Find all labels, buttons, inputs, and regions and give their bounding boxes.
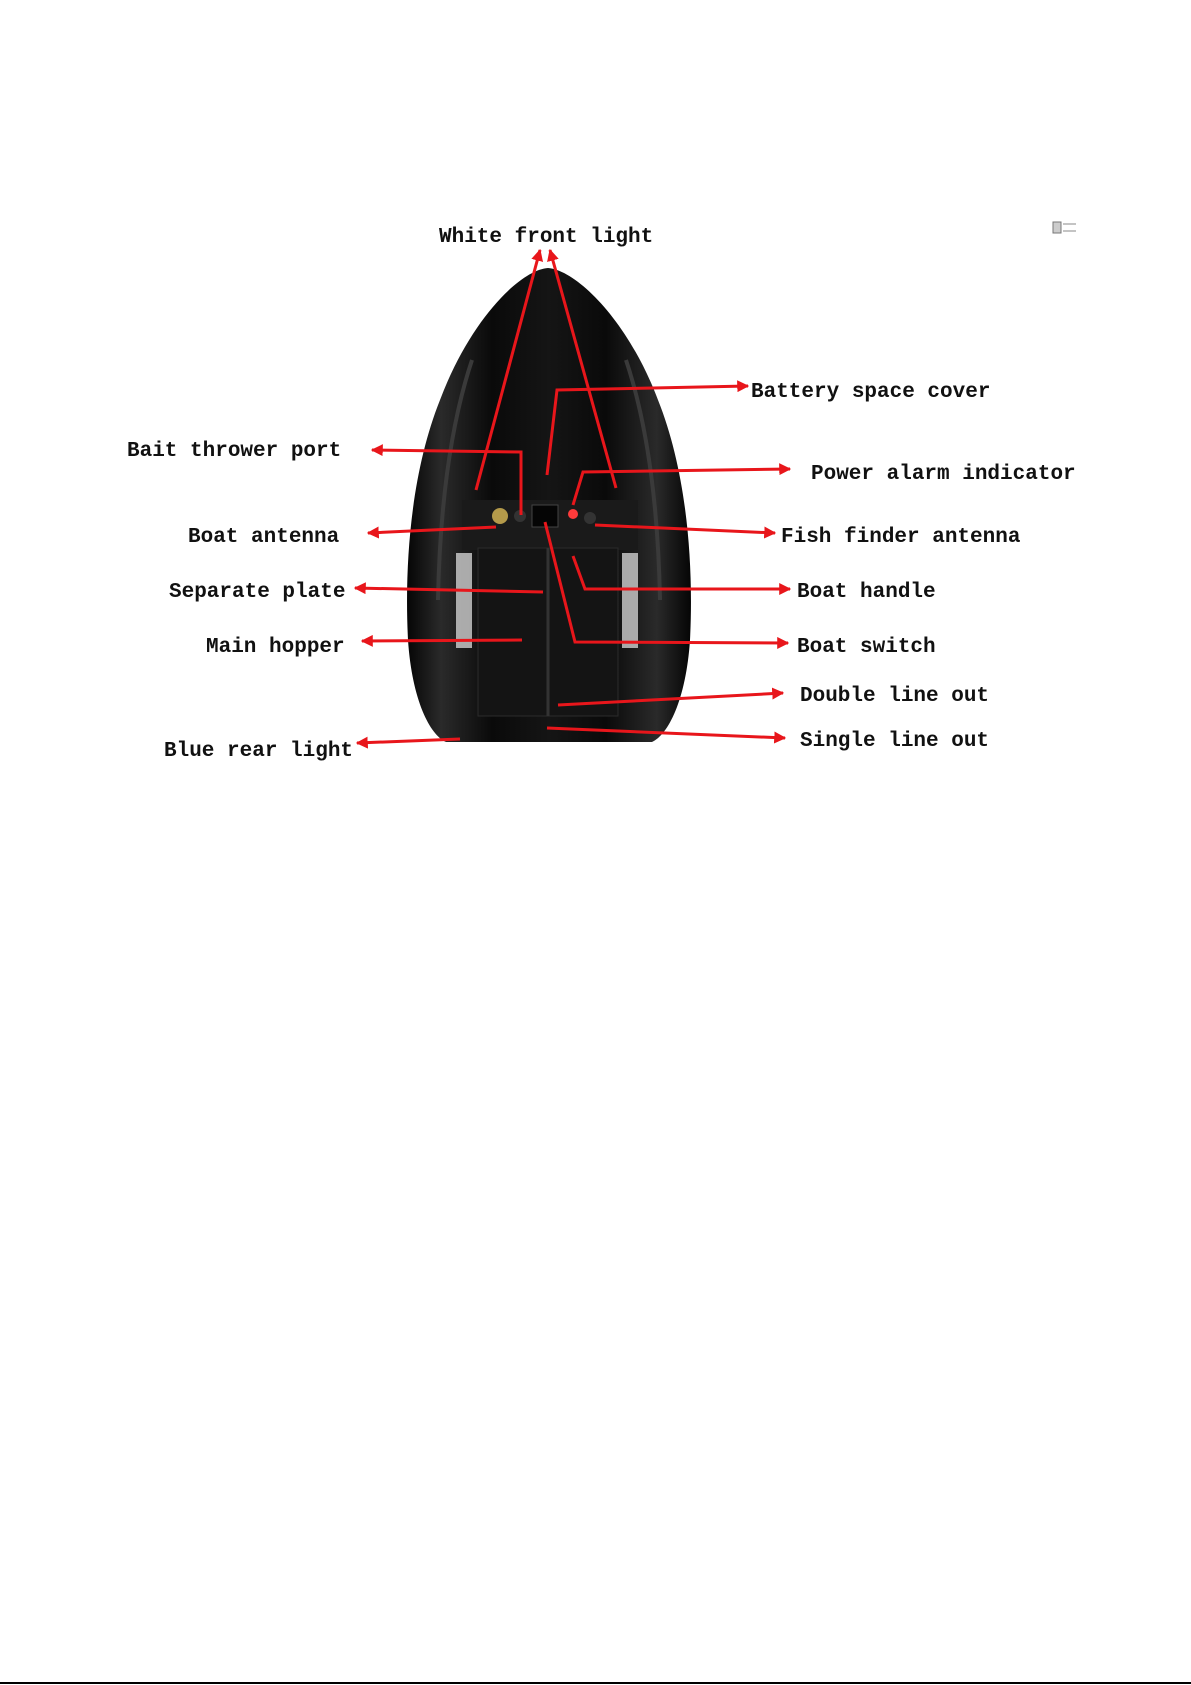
label-boat-handle: Boat handle	[797, 581, 936, 604]
label-fish-finder-antenna: Fish finder antenna	[781, 526, 1021, 549]
page-bottom-rule	[0, 1682, 1191, 1684]
label-double-line-out: Double line out	[800, 685, 990, 708]
label-main-hopper: Main hopper	[206, 636, 345, 659]
label-bait-thrower-port: Bait thrower port	[127, 440, 342, 463]
arrow-main-hopper	[362, 640, 522, 641]
boat-illustration	[407, 268, 691, 742]
label-boat-switch: Boat switch	[797, 636, 936, 659]
document-corner-icon	[1053, 222, 1076, 233]
label-battery-space-cover: Battery space cover	[751, 381, 991, 404]
label-power-alarm-indicator: Power alarm indicator	[811, 463, 1076, 486]
left-decal	[456, 553, 472, 648]
bait-thrower-port-knob	[492, 508, 508, 524]
fish-finder-antenna-base	[584, 512, 596, 524]
label-boat-antenna: Boat antenna	[188, 526, 340, 549]
power-alarm-light	[568, 509, 578, 519]
label-white-front-light: White front light	[439, 226, 654, 249]
label-separate-plate: Separate plate	[169, 581, 346, 604]
label-blue-rear-light: Blue rear light	[164, 740, 354, 763]
arrow-blue-rear-light	[357, 739, 460, 743]
label-single-line-out: Single line out	[800, 730, 990, 753]
right-decal	[622, 553, 638, 648]
